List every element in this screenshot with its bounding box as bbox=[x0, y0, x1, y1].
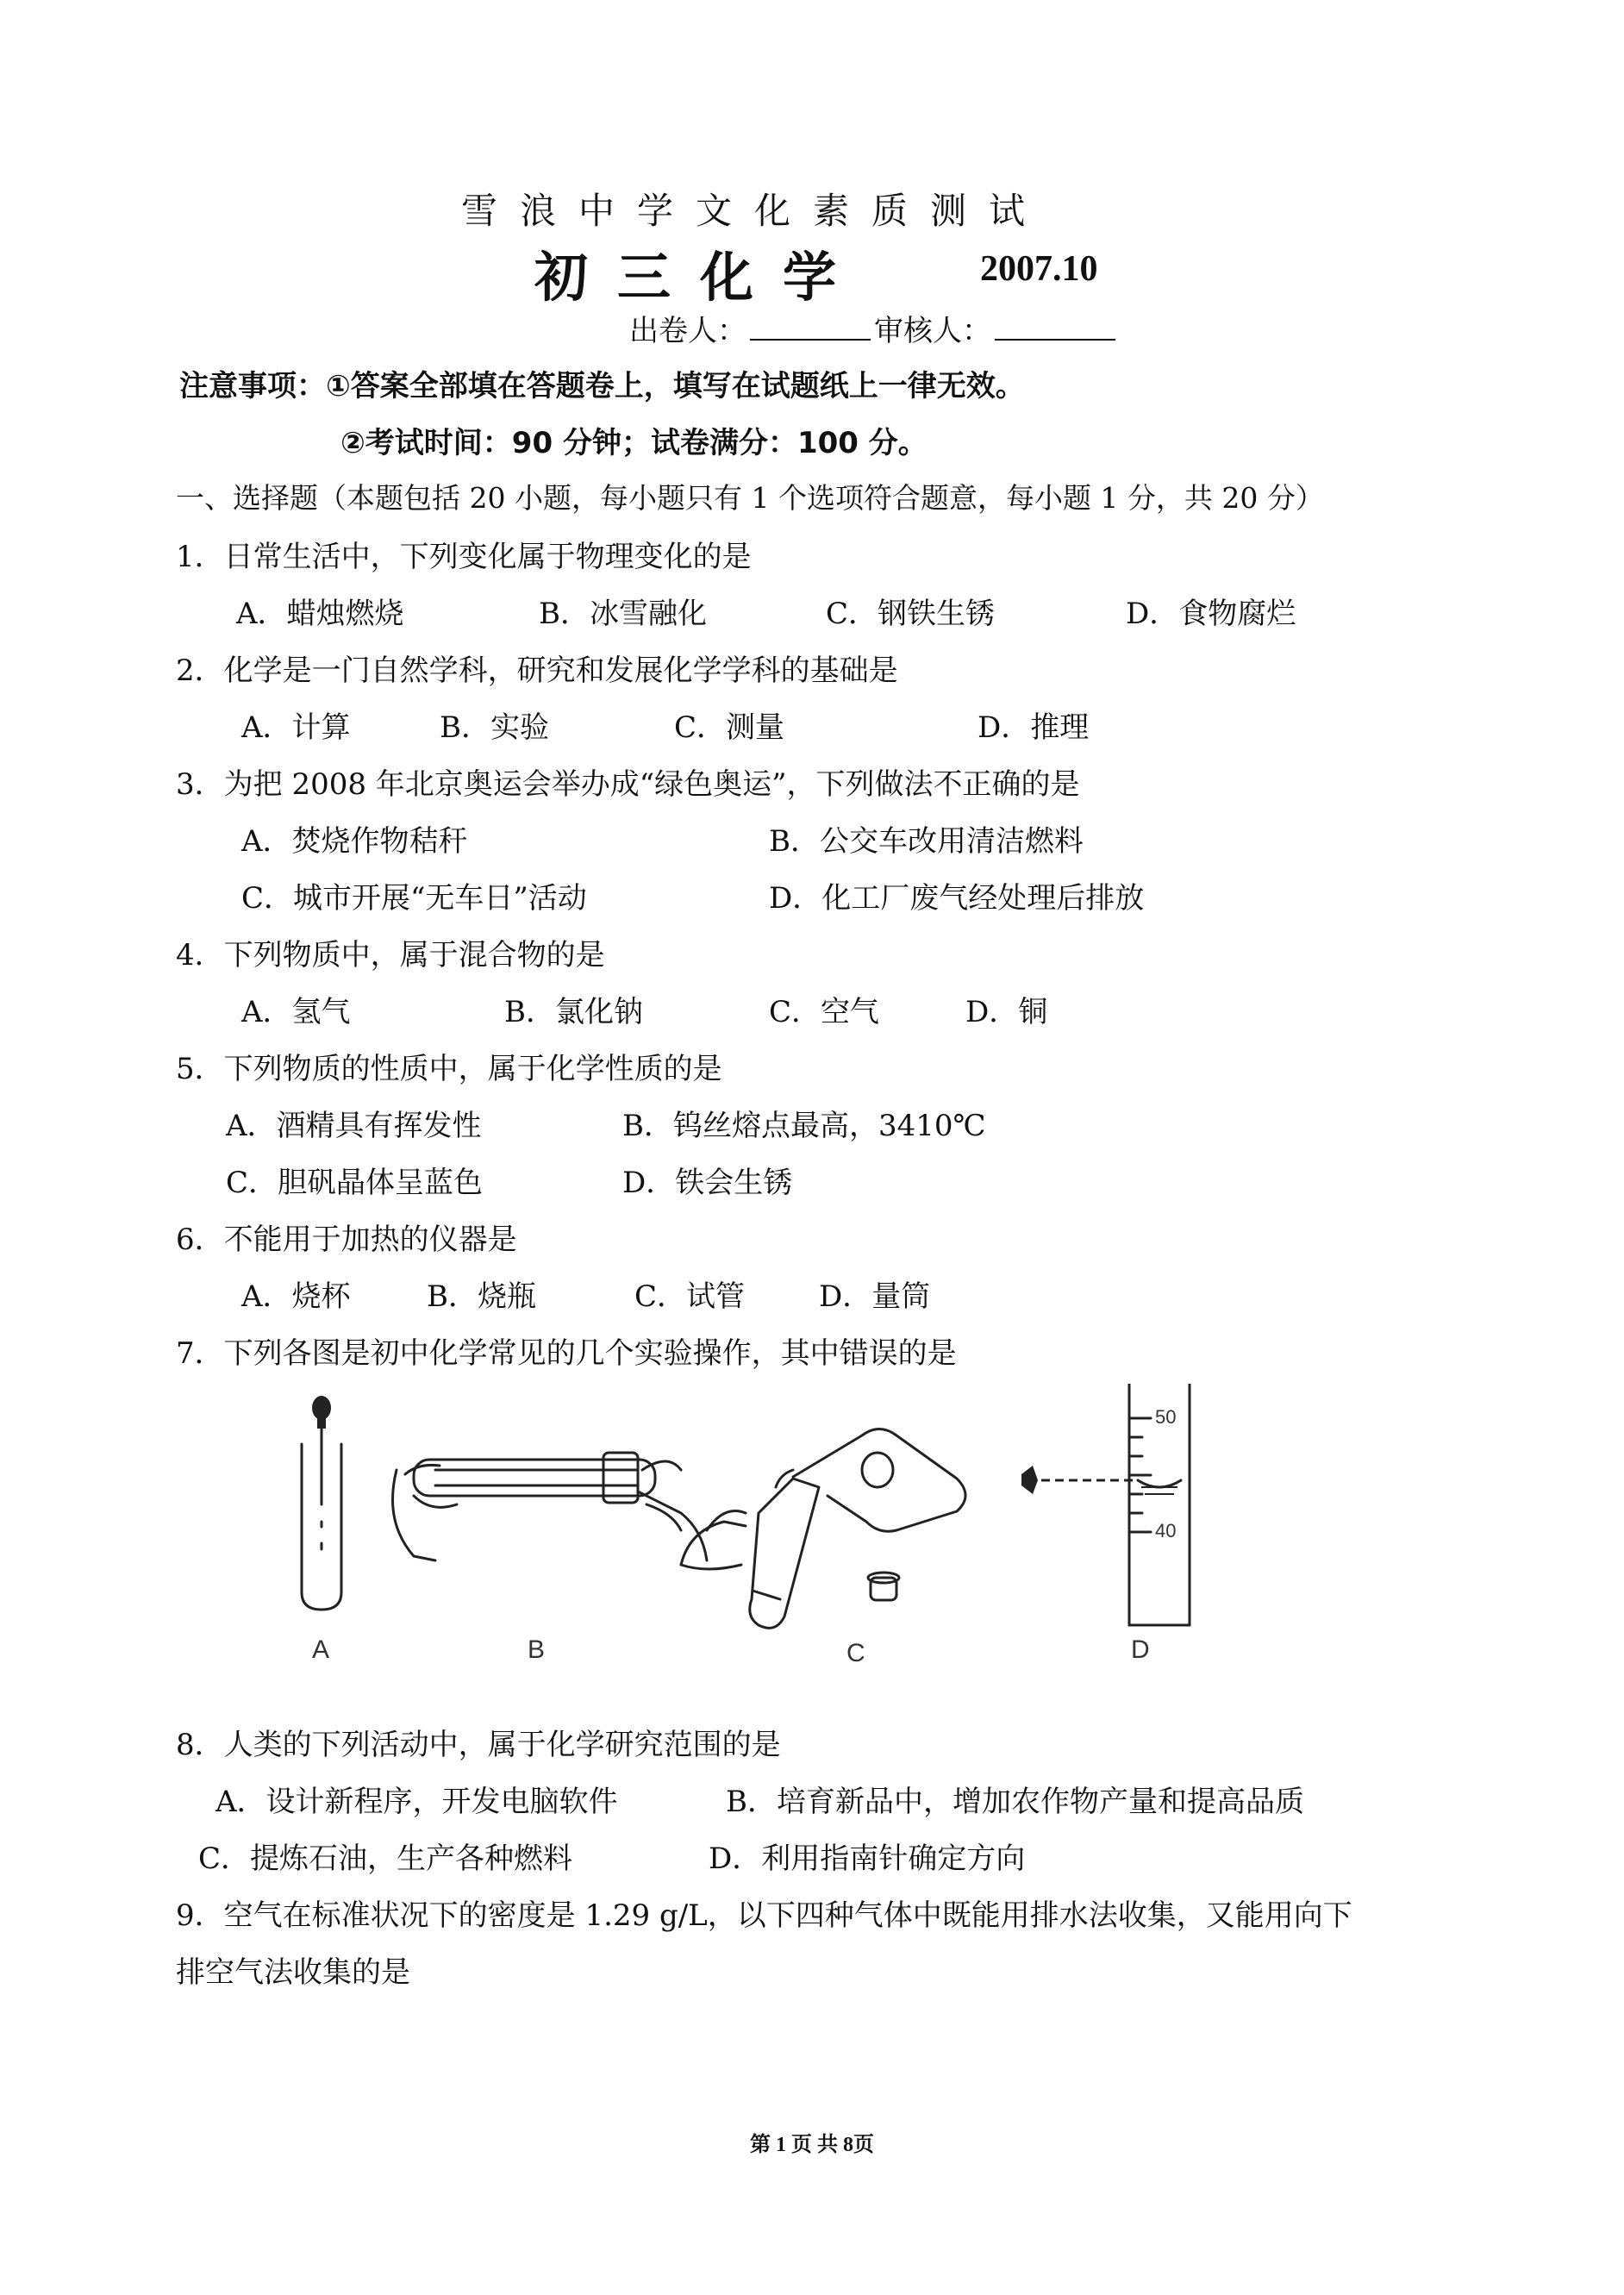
q4-option-a: A．氢气 bbox=[241, 995, 351, 1029]
q6-option-b: B．烧瓶 bbox=[427, 1279, 536, 1314]
q5-option-d: D．铁会生锈 bbox=[622, 1166, 793, 1200]
q3-option-d: D．化工厂废气经处理后排放 bbox=[769, 881, 1145, 916]
setter-blank bbox=[750, 313, 871, 341]
q4-option-d: D．铜 bbox=[965, 995, 1048, 1029]
q2-option-a: A．计算 bbox=[241, 710, 351, 745]
setter-reviewer-line bbox=[629, 307, 1119, 349]
figure-d-reading-cylinder bbox=[1021, 1384, 1190, 1625]
setter-label: 出卷人： bbox=[629, 314, 746, 348]
q4-option-b: B．氯化钠 bbox=[504, 995, 643, 1029]
subject-title: 初三化学 bbox=[534, 246, 866, 309]
question-3-stem: 3．为把 2008 年北京奥运会举办成“绿色奥运”，下列做法不正确的是 bbox=[176, 767, 1080, 802]
figure-label-a: A bbox=[312, 1635, 330, 1664]
reviewer-blank bbox=[995, 313, 1115, 341]
q6-option-a: A．烧杯 bbox=[241, 1279, 351, 1314]
question-8-stem: 8．人类的下列活动中，属于化学研究范围的是 bbox=[176, 1728, 781, 1762]
question-6-stem: 6．不能用于加热的仪器是 bbox=[176, 1223, 517, 1257]
q5-option-c: C．胆矾晶体呈蓝色 bbox=[226, 1166, 484, 1200]
question-2-stem: 2．化学是一门自然学科，研究和发展化学学科的基础是 bbox=[176, 653, 898, 688]
q8-option-a: A．设计新程序，开发电脑软件 bbox=[215, 1785, 618, 1819]
q3-option-a: A．焚烧作物秸秆 bbox=[241, 824, 468, 859]
q2-option-b: B．实验 bbox=[440, 710, 549, 745]
question-1-stem: 1．日常生活中，下列变化属于物理变化的是 bbox=[176, 540, 752, 574]
q4-option-c: C．空气 bbox=[769, 995, 880, 1029]
figure-label-c: C bbox=[846, 1639, 865, 1667]
q8-option-d: D．利用指南针确定方向 bbox=[709, 1842, 1026, 1876]
q1-option-d: D．食物腐烂 bbox=[1126, 597, 1296, 631]
notes-line-1 bbox=[179, 362, 1025, 404]
q2-option-c: C．测量 bbox=[674, 710, 785, 745]
school-title: 雪浪中学文化素质测试 bbox=[461, 190, 1048, 232]
figure-label-b: B bbox=[528, 1635, 546, 1664]
q7-experiment-figure bbox=[276, 1384, 1259, 1685]
q1-option-c: C．钢铁生锈 bbox=[826, 597, 996, 631]
figure-label-d: D bbox=[1131, 1635, 1150, 1664]
q8-option-b: B．培育新品中，增加农作物产量和提高品质 bbox=[726, 1785, 1304, 1819]
figure-a-dropper-in-test-tube bbox=[302, 1396, 341, 1610]
question-7-stem: 7．下列各图是初中化学常见的几个实验操作，其中错误的是 bbox=[176, 1336, 957, 1371]
cylinder-mark-top: 50 bbox=[1155, 1406, 1177, 1428]
cylinder-mark-bottom: 40 bbox=[1155, 1520, 1177, 1541]
page-number: 第 1 页 共 8页 bbox=[750, 2134, 874, 2156]
reviewer-label: 审核人： bbox=[874, 314, 991, 348]
q5-option-a: A．酒精具有挥发性 bbox=[226, 1109, 482, 1143]
q3-option-b: B．公交车改用清洁燃料 bbox=[769, 824, 1084, 859]
question-9-stem: 9．空气在标准状况下的密度是 1.29 g/L，以下四种气体中既能用排水法收集，又能用向下 bbox=[176, 1898, 1352, 1933]
notes-item-1: ①答案全部填在答题卷上，填写在试题纸上一律无效。 bbox=[326, 369, 1025, 403]
notes-item-2: ②考试时间：90 分钟；试卷满分：100 分。 bbox=[340, 426, 928, 460]
notes-label: 注意事项： bbox=[179, 369, 326, 403]
q6-option-c: C．试管 bbox=[634, 1279, 746, 1314]
question-5-stem: 5．下列物质的性质中，属于化学性质的是 bbox=[176, 1052, 722, 1086]
q6-option-d: D．量筒 bbox=[819, 1279, 931, 1314]
section-heading: 一、选择题（本题包括 20 小题，每小题只有 1 个选项符合题意，每小题 1 分，共 20 分） bbox=[176, 481, 1324, 515]
figure-b-hands-holding-tube bbox=[393, 1453, 708, 1560]
figure-c-pouring-liquid bbox=[681, 1429, 965, 1629]
q5-option-b: B．钨丝熔点最高，3410℃ bbox=[622, 1109, 986, 1143]
q1-option-a: A．蜡烛燃烧 bbox=[236, 597, 404, 631]
q1-option-b: B．冰雪融化 bbox=[539, 597, 707, 631]
q2-option-d: D．推理 bbox=[978, 710, 1090, 745]
exam-date: 2007.10 bbox=[980, 249, 1098, 289]
question-9-stem-cont: 排空气法收集的是 bbox=[176, 1955, 410, 1990]
question-4-stem: 4．下列物质中，属于混合物的是 bbox=[176, 938, 605, 972]
q3-option-c: C．城市开展“无车日”活动 bbox=[241, 881, 587, 916]
q8-option-c: C．提炼石油，生产各种燃料 bbox=[198, 1842, 573, 1876]
